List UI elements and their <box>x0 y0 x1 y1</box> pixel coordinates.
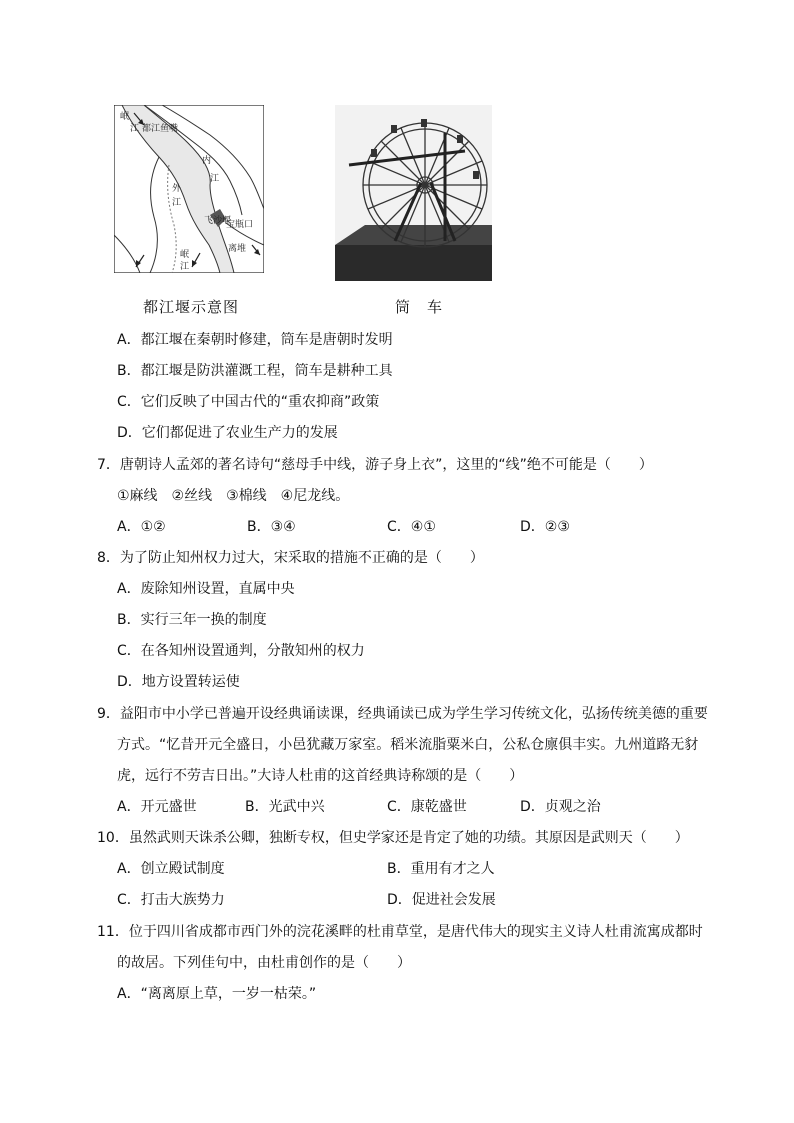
map-label-min1: 岷 <box>120 112 130 122</box>
q7-option-d: D．②③ <box>520 519 570 535</box>
q6-option-d: D．它们都促进了农业生产力的发展 <box>117 425 338 441</box>
map-label-lidui: 离堆 <box>228 244 247 254</box>
q7-stem: 7．唐朝诗人孟郊的著名诗句“慈母手中线，游子身上衣”，这里的“线”绝不可能是（ ） <box>97 457 653 473</box>
q7-option-c: C．④① <box>387 519 436 535</box>
map-label-wai-jiang: 江 <box>172 198 182 208</box>
q7-items: ①麻线 ②丝线 ③棉线 ④尼龙线。 <box>117 488 350 504</box>
q11-option-a: A．“离离原上草，一岁一枯荣。” <box>117 986 317 1002</box>
q11-stem-line-2: 的故居。下列佳句中，由杜甫创作的是（ ） <box>117 955 411 971</box>
dujiangyan-map-figure <box>114 105 264 295</box>
q10-option-d: D．促进社会发展 <box>387 892 496 908</box>
map-label-nei: 内 <box>202 156 212 166</box>
map-label-min2: 岷 <box>180 250 190 260</box>
q9-stem-line-1: 9．益阳市中小学已普遍开设经典诵读课，经典诵读已成为学生学习传统文化，弘扬传统美德的重要 <box>97 706 708 722</box>
q9-stem-line-2: 方式。“忆昔开元全盛日，小邑犹藏万家室。稻米流脂粟米白，公私仓廪俱丰实。九州道路无豺 <box>117 737 699 753</box>
wheel-caption: 筒 车 <box>395 298 444 316</box>
q9-option-c: C．康乾盛世 <box>387 799 467 815</box>
map-label-baopingkou: 宝瓶口 <box>226 220 254 230</box>
map-label-jiang1: 江 <box>130 124 140 134</box>
q8-option-b: B．实行三年一换的制度 <box>117 612 267 628</box>
map-label-yuzui: 都江鱼嘴 <box>142 124 179 134</box>
q8-option-c: C．在各知州设置通判，分散知州的权力 <box>117 643 365 659</box>
map-label-jiang2: 江 <box>180 262 190 272</box>
q7-option-b: B．③④ <box>247 519 296 535</box>
map-caption: 都江堰示意图 <box>143 298 240 316</box>
q10-stem: 10．虽然武则天诛杀公卿，独断专权，但史学家还是肯定了她的功绩。其原因是武则天（ ） <box>97 830 689 846</box>
q8-stem: 8．为了防止知州权力过大，宋采取的措施不正确的是（ ） <box>97 550 484 566</box>
q10-option-c: C．打击大族势力 <box>117 892 225 908</box>
q9-option-b: B．光武中兴 <box>245 799 325 815</box>
q10-option-a: A．创立殿试制度 <box>117 861 225 877</box>
q8-option-d: D．地方设置转运使 <box>117 674 240 690</box>
water-wheel-photo <box>335 105 492 281</box>
dujiangyan-map <box>114 105 264 273</box>
q6-option-b: B．都江堰是防洪灌溉工程，筒车是耕种工具 <box>117 363 393 379</box>
map-label-feisha: 飞沙堰 <box>204 216 232 226</box>
q9-option-d: D．贞观之治 <box>520 799 601 815</box>
q8-option-a: A．废除知州设置，直属中央 <box>117 581 295 597</box>
q9-stem-line-3: 虎，远行不劳吉日出。”大诗人杜甫的这首经典诗称颂的是（ ） <box>117 768 524 784</box>
q9-option-a: A．开元盛世 <box>117 799 197 815</box>
map-label-nei-jiang: 江 <box>210 174 220 184</box>
q7-option-a: A．①② <box>117 519 166 535</box>
q6-option-c: C．它们反映了中国古代的“重农抑商”政策 <box>117 394 380 410</box>
q6-option-a: A．都江堰在秦朝时修建，筒车是唐朝时发明 <box>117 332 393 348</box>
water-wheel-figure <box>335 105 492 281</box>
q10-option-b: B．重用有才之人 <box>387 861 495 877</box>
map-label-wai: 外 <box>172 184 182 194</box>
q11-stem-line-1: 11．位于四川省成都市西门外的浣花溪畔的杜甫草堂，是唐代伟大的现实主义诗人杜甫流寓成都时 <box>97 924 703 940</box>
